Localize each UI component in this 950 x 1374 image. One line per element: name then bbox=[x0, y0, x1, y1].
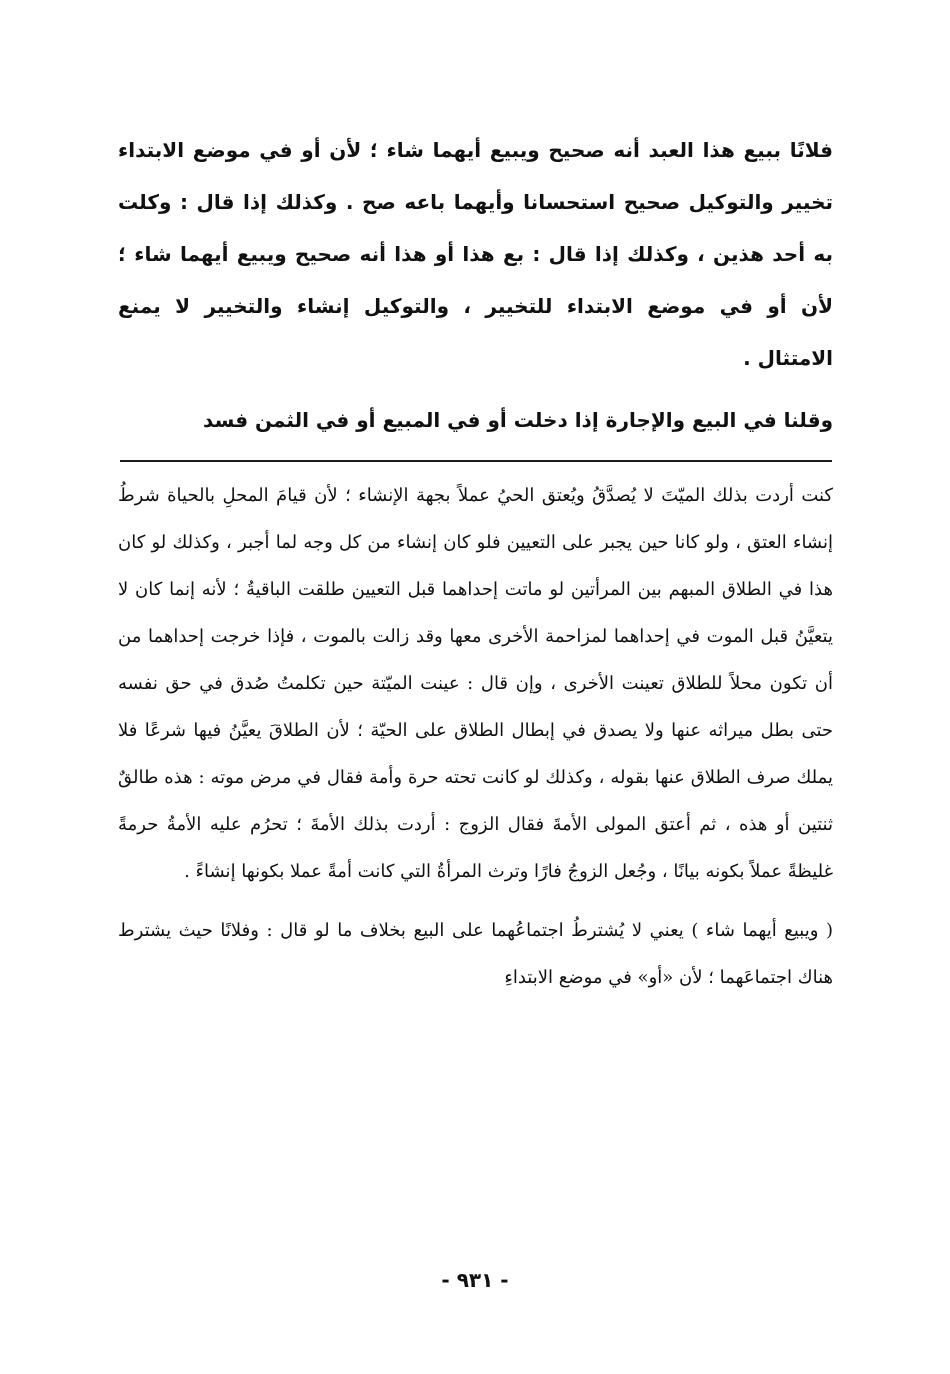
footnote-divider bbox=[120, 460, 832, 462]
footnote-paragraph: ( ويبيع أيهما شاء ) يعني لا يُشترطُ اجتماعُهما على البيع بخلاف ما لو قال : وفلانًا حيث يشترط هناك اجتماعَهما ؛ لأن «أو» في موضع الابتداءِ bbox=[118, 920, 833, 988]
main-paragraph: فلانًا ببيع هذا العبد أنه صحيح ويبيع أيهما شاء ؛ لأن أو في موضع الابتداء تخيير والتوكيل صحيح استحسانا وأيهما باعه صح . وكذلك إذا قال : وكلت به أحد هذين ، وكذلك إذا قال : بع هذا أو هذا أنه صحيح ويبيع أيهما شاء ؛ لأن أو في موضع الابتداء للتخيير ، والتوكيل إنشاء والتخيير لا يمنع الامتثال . bbox=[118, 138, 833, 370]
page-number: - ٩٣١ - bbox=[441, 1268, 509, 1292]
main-text bbox=[118, 124, 833, 446]
footnote-paragraph: كنت أردت بذلك الميّتَ لا يُصدَّقُ ويُعتق الحيُ عملاً بجهة الإنشاء ؛ لأن قيامَ المحلِ بالحياة شرطُ إنشاء العتق ، ولو كانا حين يجبر على التعيين فلو كان إنشاء من كل وجه لما أجبر ، وكذلك لو كان هذا في الطلاق المبهم بين المرأتين لو ماتت إحداهما قبل التعيين طلقت الباقيةُ ؛ لأنه إنما كان لا يتعيَّنُ قبل الموت في إحداهما لمزاحمة الأخرى معها وقد زالت بالموت ، فإذا خرجت إحداهما من أن تكون محلاً للطلاق تعينت الأخرى ، وإن قال : عينت الميّتة حين تكلمتُ صُدق في حق نفسه حتى بطل ميراثه عنها ولا يصدق في إبطال الطلاق على الحيّة ؛ لأن الطلاقَ يعيَّنُ فيها شرعًا فلا يملك صرف الطلاق عنها بقوله ، وكذلك لو كانت تحته حرة وأمة فقال في مرض موته : هذه طالقٌ ثنتين أو هذه ، ثم أعتق المولى الأمةَ فقال الزوج : أردت بذلك الأمةَ ؛ تحرُم عليه الأمةُ حرمةً غليظةً عملاً بكونه بيانًا ، وجُعل الزوجُ فارًا وترث المرأةُ التي كانت أمةً عملا بكونها إنشاءً . bbox=[118, 485, 833, 882]
main-paragraph: وقلنا في البيع والإجارة إذا دخلت أو في المبيع أو في الثمن فسد bbox=[203, 408, 833, 432]
footnote-text bbox=[118, 472, 833, 1001]
